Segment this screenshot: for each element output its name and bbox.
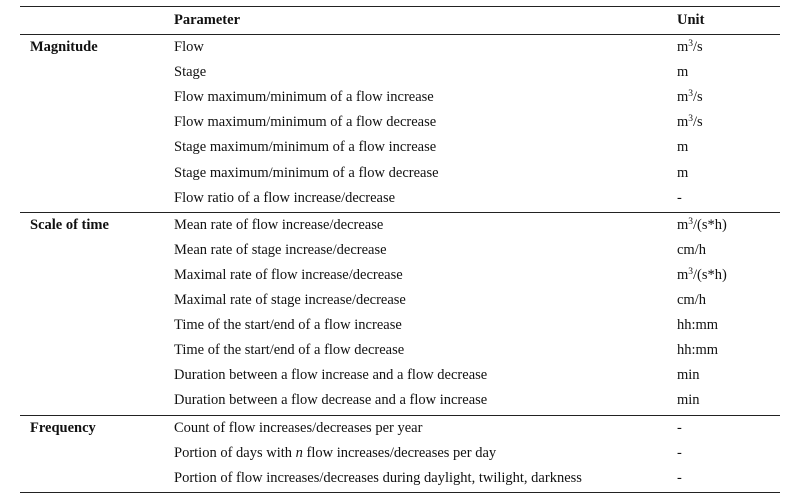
header-unit: Unit (677, 12, 705, 28)
table-header-row (20, 8, 780, 33)
unit-cell: cm/h (677, 292, 706, 308)
table-row (20, 186, 780, 211)
table-row (20, 416, 780, 441)
unit-cell: - (677, 444, 682, 461)
parameter-cell: Count of flow increases/decreases per year (174, 419, 423, 436)
parameter-cell: Flow maximum/minimum of a flow decrease (174, 114, 437, 131)
parameter-cell: Time of the start/end of a flow increase (174, 317, 402, 334)
parameter-cell: Stage (174, 64, 207, 81)
table-top-rule (20, 6, 780, 7)
parameter-cell: Flow (174, 39, 204, 55)
table-row (20, 466, 780, 491)
unit-cell: $m^3/s$ (677, 39, 703, 55)
unit-cell: $m^3/(s*h)$ (677, 266, 727, 283)
table-row (20, 35, 780, 60)
parameter-cell: Portion of days with n flow increases/decreases per day (174, 444, 497, 461)
table-row (20, 85, 780, 110)
table-row (20, 161, 780, 186)
parameter-cell: Maximal rate of flow increase/decrease (174, 266, 403, 283)
parameter-cell: Portion of flow increases/decreases during daylight, twilight, darkness (174, 469, 582, 486)
table-row (20, 388, 780, 413)
header-parameter: Parameter (174, 12, 241, 28)
parameter-cell: Time of the start/end of a flow decrease (174, 342, 405, 359)
group-label: Scale of time (30, 216, 109, 233)
unit-cell: min (677, 367, 700, 384)
parameter-cell: Flow ratio of a flow increase/decrease (174, 189, 396, 206)
parameter-cell: Stage maximum/minimum of a flow increase (174, 139, 437, 156)
table-row (20, 110, 780, 135)
parameter-cell: Flow maximum/minimum of a flow increase (174, 89, 434, 106)
unit-cell: $m^3/s$ (677, 114, 703, 131)
unit-cell: m (677, 164, 689, 181)
unit-cell: $m^3/(s*h)$ (677, 216, 727, 233)
group-label: Frequency (30, 419, 96, 436)
unit-cell: min (677, 392, 700, 409)
unit-cell: hh:mm (677, 342, 719, 359)
table-row (20, 441, 780, 466)
table-row (20, 288, 780, 313)
unit-cell: - (677, 189, 682, 206)
table-bottom-rule (20, 492, 780, 493)
table-row (20, 238, 780, 263)
parameter-cell: Stage maximum/minimum of a flow decrease (174, 164, 439, 181)
table-row (20, 338, 780, 363)
parameter-cell: Duration between a flow decrease and a flow increase (174, 392, 488, 409)
parameter-cell: Duration between a flow increase and a flow decrease (174, 367, 488, 384)
unit-cell: m (677, 64, 689, 81)
unit-cell: cm/h (677, 241, 706, 258)
parameter-cell: Mean rate of flow increase/decrease (174, 216, 384, 233)
unit-cell: $m^3/s$ (677, 89, 703, 106)
table-row (20, 313, 780, 338)
unit-cell: hh:mm (677, 317, 719, 334)
group-label: Magnitude (30, 39, 98, 55)
table-row (20, 213, 780, 238)
parameter-cell: Maximal rate of stage increase/decrease (174, 292, 406, 308)
parameter-cell: Mean rate of stage increase/decrease (174, 241, 387, 258)
table-row (20, 263, 780, 288)
table-row (20, 60, 780, 85)
table-row (20, 363, 780, 388)
unit-cell: m (677, 139, 689, 156)
unit-cell: - (677, 469, 682, 486)
unit-cell: - (677, 419, 682, 436)
table-row (20, 135, 780, 160)
